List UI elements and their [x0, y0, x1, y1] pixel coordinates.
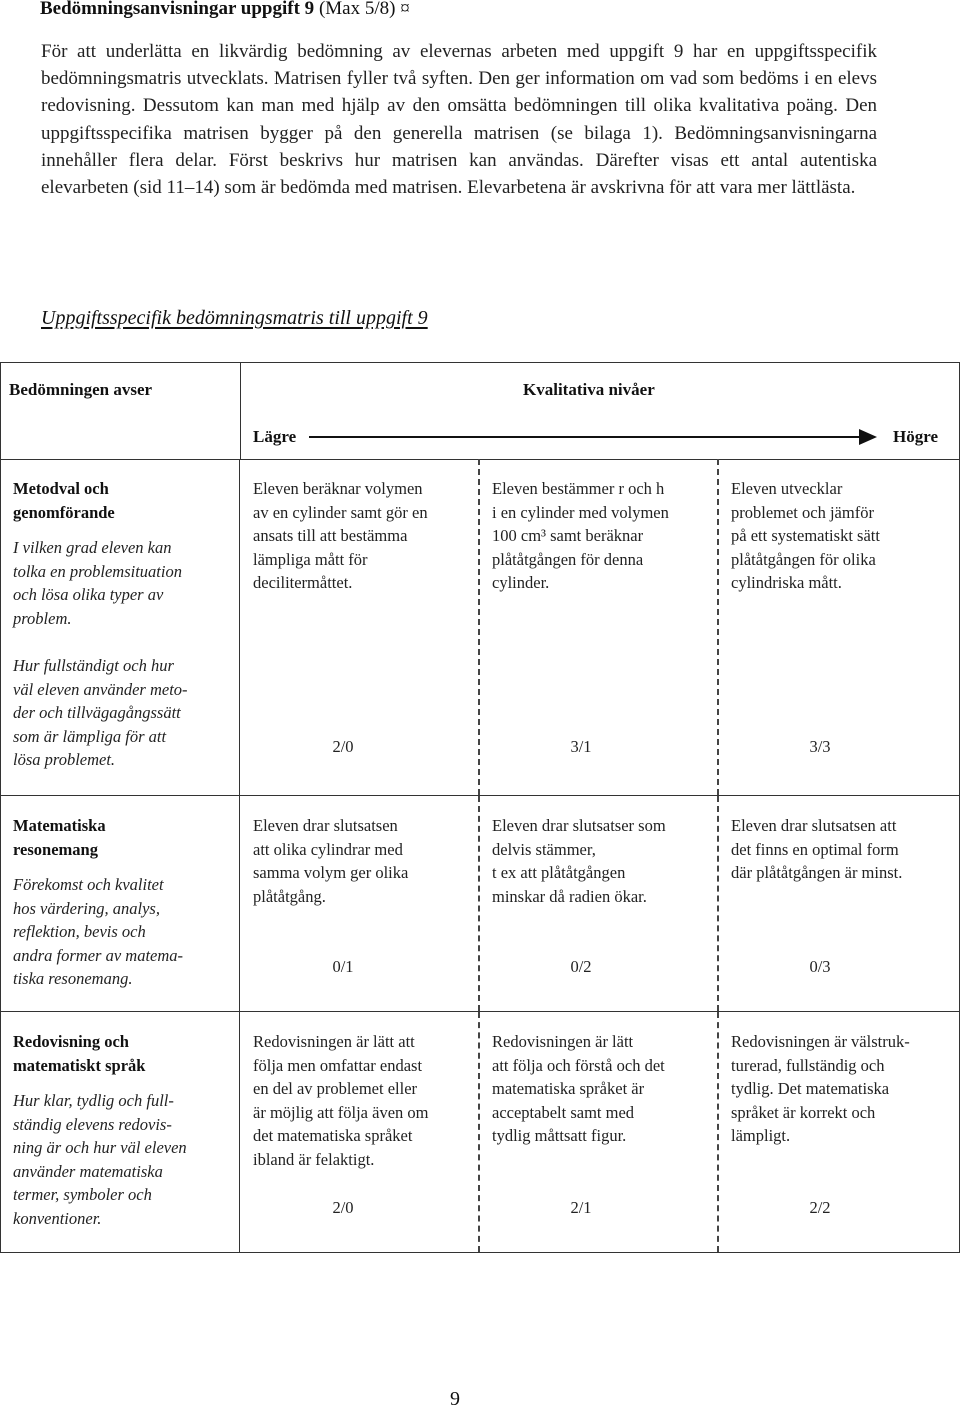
row-question: I vilken grad eleven kan tolka en problemsituation och lösa olika typer av problem. — [13, 538, 182, 628]
column-divider — [717, 1012, 719, 1252]
intro-line: För att underlätta en likvärdig bedömning av elevernas arbeten med uppgift 9 har en — [41, 41, 745, 62]
assessment-matrix — [0, 362, 960, 1253]
matrix-row-communication — [1, 1012, 959, 1252]
row-title: Matematiska resonemang — [13, 816, 106, 859]
matrix-header — [1, 362, 959, 460]
score-mid: 3/1 — [570, 737, 592, 756]
score-low: 2/0 — [332, 1198, 354, 1217]
intro-line: avskrivna för att vara mer lättlästa. — [590, 177, 856, 199]
level-cell-mid: Eleven bestämmer r och h i en cylinder med volymen 100 cm³ samt beräknar plåtåtgången för denna cylinder. — [492, 479, 669, 592]
score-low: 2/0 — [332, 737, 354, 756]
score-high: 2/2 — [809, 1198, 831, 1217]
page-heading — [40, 0, 410, 20]
lower-label: Lägre — [253, 427, 297, 446]
column-divider — [717, 796, 719, 1011]
score-low: 0/1 — [332, 957, 354, 976]
row-label-cell — [1, 1012, 240, 1252]
heading-symbol: ¤ — [400, 0, 410, 19]
header-assessment-label: Bedömningen avser — [9, 380, 153, 399]
level-arrow-line — [309, 436, 869, 438]
level-cell-mid: Eleven drar slutsatser som delvis stämmer, t ex att plåtåtgången minskar då radien ökar. — [492, 816, 666, 906]
matrix-row-method — [1, 459, 959, 796]
intro-line: av den omsätta bedömningen till olika kvalitativa poäng. Den uppgiftsspecifika — [41, 95, 877, 144]
row-label-cell — [1, 796, 240, 1011]
header-left-cell — [1, 363, 241, 459]
column-divider — [478, 459, 480, 795]
level-cell-high: Eleven drar slutsatsen att det finns en optimal form där plåtåtgången är minst. — [731, 816, 903, 882]
level-cell-low: Redovisningen är lätt att följa men omfattar endast en del av problemet eller är möjlig att följa även om det matematiska språket ibland är felaktigt. — [253, 1032, 429, 1169]
score-mid: 2/1 — [570, 1198, 592, 1217]
matrix-subtitle: Uppgiftsspecifik bedömningsmatris till uppgift 9 — [41, 307, 428, 329]
row-question: Hur klar, tydlig och full- ständig elevens redovis- ning är och hur väl eleven använder matematiska termer, symboler och konventioner. — [13, 1091, 187, 1228]
intro-line: innehåller flera delar. Först beskrivs hur matrisen kan användas. Därefter visas ett antal — [41, 149, 789, 171]
row-question: Förekomst och kvalitet hos värdering, analys, reflektion, bevis och andra former av matema- tiska resonemang. — [13, 875, 184, 988]
row-label-cell — [1, 459, 240, 795]
intro-paragraph — [41, 38, 877, 201]
level-cell-low: Eleven beräknar volymen av en cylinder samt gör en ansats till att bestämma lämpliga mått för decilitermåttet. — [253, 479, 428, 592]
intro-line: autentiska elevarbeten (sid 11–14) som är bedömda med matrisen. Elevarbetena är — [41, 149, 878, 199]
column-divider — [478, 796, 480, 1011]
level-cell-high: Eleven utvecklar problemet och jämför på ett systematiskt sätt plåtåtgången för olika cylindriska mått. — [731, 479, 880, 592]
higher-label: Högre — [893, 427, 939, 446]
intro-line: uppgiftsspecifik bedömningsmatris utvecklats. Matrisen fyller två syften. Den ger — [41, 41, 878, 90]
heading-title: Bedömningsanvisningar uppgift 9 — [40, 0, 315, 19]
page-number: 9 — [450, 1388, 460, 1410]
header-levels-label: Kvalitativa nivåer — [523, 380, 655, 399]
arrow-right-icon — [859, 429, 877, 445]
heading-max: (Max 5/8) — [318, 0, 396, 19]
row-question-secondary: Hur fullständigt och hur väl eleven använder meto- der och tillvägagångssätt som är lämpliga för att lösa problemet. — [13, 656, 188, 769]
column-divider — [478, 1012, 480, 1252]
matrix-row-reasoning — [1, 796, 959, 1012]
score-high: 0/3 — [809, 957, 831, 976]
level-cell-high: Redovisningen är välstruk- turerad, fullständig och tydlig. Det matematiska språket är korrekt och lämpligt. — [731, 1032, 910, 1145]
row-title: Metodval och genomförande — [13, 479, 115, 522]
score-high: 3/3 — [809, 737, 831, 756]
row-title: Redovisning och matematiskt språk — [13, 1032, 146, 1075]
column-divider — [717, 459, 719, 795]
level-cell-mid: Redovisningen är lätt att följa och förstå och det matematiska språket är acceptabelt samt med tydlig måttsatt figur. — [492, 1032, 665, 1145]
intro-line: information om vad som bedöms i en elevs redovisning. Dessutom kan man med hjälp — [41, 68, 877, 117]
score-mid: 0/2 — [570, 957, 592, 976]
intro-line: matrisen bygger på den generella matrisen (se bilaga 1). Bedömningsanvisningarna — [183, 122, 878, 144]
level-cell-low: Eleven drar slutsatsen att olika cylindrar med samma volym ger olika plåtåtgång. — [253, 816, 409, 906]
